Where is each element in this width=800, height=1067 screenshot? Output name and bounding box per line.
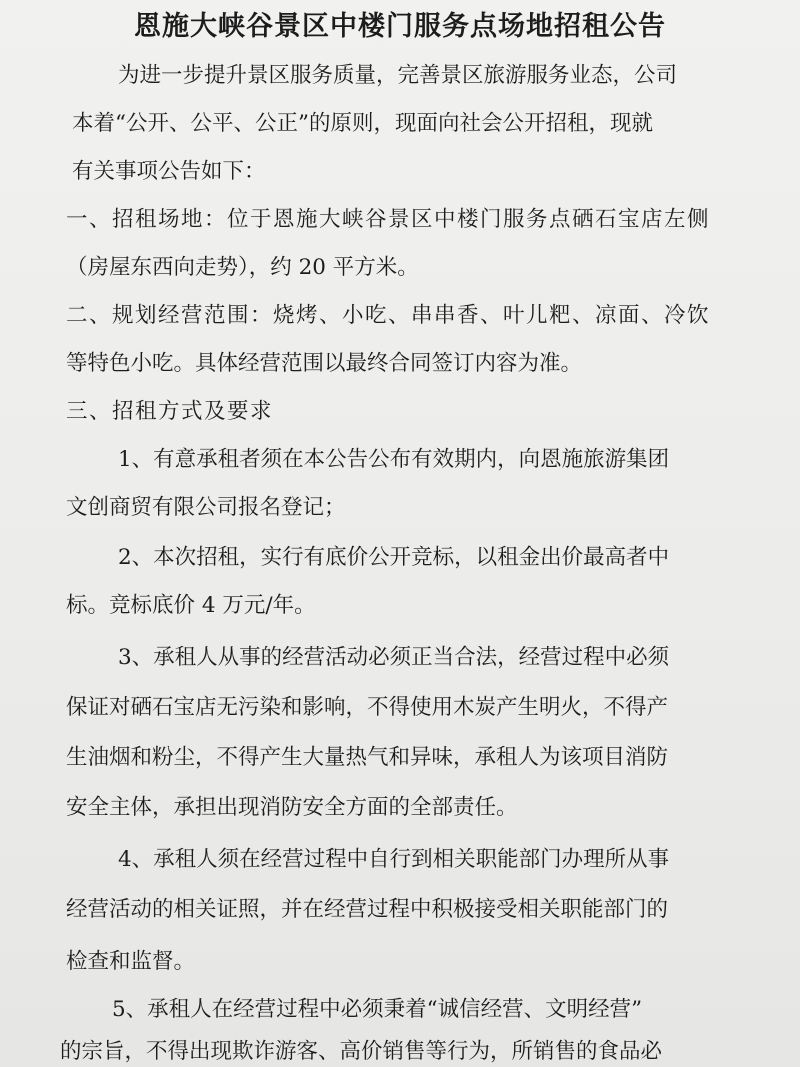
paragraph-intro-line-1: 为进一步提升景区服务质量，完善景区旅游服务业态，公司 xyxy=(118,63,678,88)
item-3-line-2: 保证对硒石宝店无污染和影响，不得使用木炭产生明火，不得产 xyxy=(66,695,669,720)
item-5-line-2: 的宗旨，不得出现欺诈游客、高价销售等行为，所销售的食品必 xyxy=(60,1039,663,1064)
item-4-line-2: 经营活动的相关证照，并在经营过程中积极接受相关职能部门的 xyxy=(66,897,669,922)
paragraph-intro-line-2: 本着“公开、公平、公正”的原则，现面向社会公开招租，现就 xyxy=(72,111,653,136)
item-1-line-1: 1、有意承租者须在本公告公布有效期内，向恩施旅游集团 xyxy=(118,447,670,472)
item-3-line-4: 安全主体，承担出现消防安全方面的全部责任。 xyxy=(66,795,518,820)
item-1-line-2: 文创商贸有限公司报名登记； xyxy=(66,495,346,520)
item-5-line-1: 5、承租人在经营过程中必须秉着“诚信经营、文明经营” xyxy=(112,997,643,1022)
section-3-heading: 三、招租方式及要求 xyxy=(66,399,274,424)
section-2-line-2: 等特色小吃。具体经营范围以最终合同签订内容为准。 xyxy=(66,351,583,376)
item-4-line-3: 检查和监督。 xyxy=(66,949,196,974)
item-2-line-2: 标。竞标底价 4 万元/年。 xyxy=(66,593,316,618)
document-title: 恩施大峡谷景区中楼门服务点场地招租公告 xyxy=(134,11,666,42)
section-1-line-1: 一、招租场地：位于恩施大峡谷景区中楼门服务点硒石宝店左侧 xyxy=(66,207,711,232)
item-2-line-1: 2、本次招租，实行有底价公开竞标，以租金出价最高者中 xyxy=(118,545,670,570)
item-3-line-1: 3、承租人从事的经营活动必须正当合法，经营过程中必须 xyxy=(118,645,670,670)
item-3-line-3: 生油烟和粉尘，不得产生大量热气和异味，承租人为该项目消防 xyxy=(66,745,669,770)
section-1-line-2: （房屋东西向走势），约 20 平方米。 xyxy=(66,255,419,280)
paragraph-intro-line-3: 有关事项公告如下： xyxy=(72,159,266,184)
item-4-line-1: 4、承租人须在经营过程中自行到相关职能部门办理所从事 xyxy=(118,847,670,872)
section-2-line-1: 二、规划经营范围：烧烤、小吃、串串香、叶儿粑、凉面、冷饮 xyxy=(66,303,711,328)
